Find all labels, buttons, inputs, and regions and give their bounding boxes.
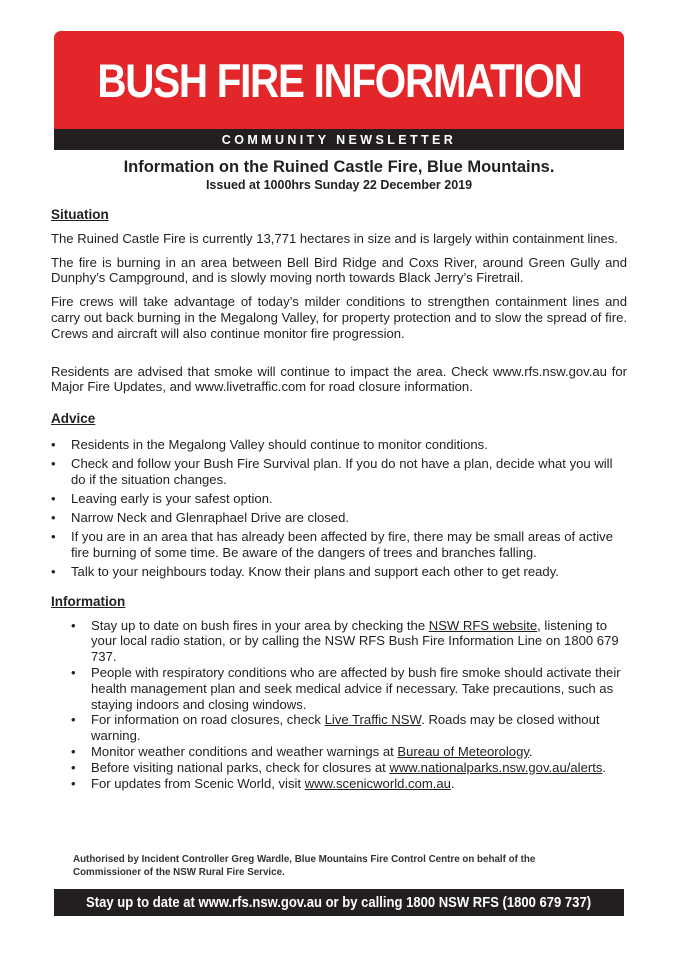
list-item bbox=[71, 618, 627, 665]
bullet: • bbox=[51, 564, 56, 580]
scenic-world-link[interactable]: www.scenicworld.com.au bbox=[304, 775, 451, 791]
newsletter-bar bbox=[54, 129, 624, 150]
bullet: • bbox=[71, 665, 76, 681]
bullet: • bbox=[51, 456, 56, 472]
advice-text: Residents in the Megalong Valley should continue to monitor conditions. bbox=[71, 436, 488, 452]
info-text: , listening to your local radio station, or by calling the NSW RFS Bush Fire Information Line on 1800 679 737. bbox=[91, 617, 619, 665]
authorisation-note: Authorised by Incident Controller Greg Wardle, Blue Mountains Fire Control Centre on behalf of the Commissioner of the NSW Rural Fire Service. bbox=[73, 854, 536, 878]
situation-paragraph: Residents are advised that smoke will continue to impact the area. Check www.rfs.nsw.gov.au for Major Fire Updates, and www.livetraffic.com for road closure information. bbox=[51, 363, 627, 395]
situation-paragraph: The fire is burning in an area between Bell Bird Ridge and Coxs River, around Green Gully and Dunphy’s Campground, and is slowly moving north towards Black Jerry’s Firetrail. bbox=[51, 254, 627, 286]
advice-heading: Advice bbox=[51, 411, 96, 427]
bullet: • bbox=[71, 744, 76, 759]
document-title: Information on the Ruined Castle Fire, Blue Mountains. bbox=[123, 158, 555, 176]
info-text: . bbox=[450, 775, 455, 791]
list-item bbox=[51, 529, 627, 561]
list-item bbox=[51, 564, 627, 580]
newsletter-body bbox=[51, 207, 627, 791]
live-traffic-link[interactable]: Live Traffic NSW bbox=[324, 712, 422, 728]
bureau-of-meteorology-link[interactable]: Bureau of Meteorology bbox=[397, 744, 529, 759]
info-text: . Roads may be closed without warning. bbox=[91, 712, 600, 744]
info-text: Monitor weather conditions and weather warnings at bbox=[91, 744, 398, 759]
advice-text: If you are in an area that has already been affected by fire, there may be small areas of active fire burning of some time. Be aware of the dangers of trees and branches falling. bbox=[71, 529, 614, 560]
list-item bbox=[71, 760, 627, 776]
list-item bbox=[51, 491, 627, 507]
bullet: • bbox=[71, 712, 76, 728]
bullet: • bbox=[51, 529, 56, 545]
list-item bbox=[71, 712, 627, 744]
list-item bbox=[71, 776, 627, 792]
list-item bbox=[51, 456, 627, 488]
info-text: . bbox=[602, 759, 607, 775]
banner-title: BUSH FIRE INFORMATION bbox=[96, 53, 582, 107]
info-text: Stay up to date on bush fires in your area by checking the bbox=[91, 617, 429, 633]
bullet: • bbox=[51, 436, 56, 452]
situation-paragraph: The Ruined Castle Fire is currently 13,771 hectares in size and is largely within containment lines. bbox=[51, 230, 618, 246]
list-item bbox=[71, 744, 627, 760]
situation-paragraph: Fire crews will take advantage of today’s milder conditions to strengthen containment lines and carry out back burning in the Megalong Valley, for property protection and to slow the spread of fire. Crews and aircraft will also continue monitor fire progression. bbox=[51, 294, 627, 341]
information-heading: Information bbox=[51, 593, 126, 609]
advice-list bbox=[51, 437, 627, 580]
newsletter-label: COMMUNITY NEWSLETTER bbox=[221, 132, 457, 147]
advice-text: Leaving early is your safest option. bbox=[71, 490, 273, 506]
info-text: For updates from Scenic World, visit bbox=[91, 775, 305, 791]
bullet: • bbox=[71, 617, 76, 633]
info-text: For information on road closures, check bbox=[91, 712, 325, 728]
info-text: Before visiting national parks, check for closures at bbox=[91, 759, 390, 775]
nsw-rfs-website-link[interactable]: NSW RFS website bbox=[428, 617, 538, 633]
bullet: • bbox=[71, 775, 76, 791]
advice-text: Check and follow your Bush Fire Survival plan. If you do not have a plan, decide what you will do if the situation changes. bbox=[71, 456, 613, 487]
list-item bbox=[51, 510, 627, 526]
bush-fire-banner bbox=[54, 31, 624, 129]
bullet: • bbox=[51, 490, 56, 506]
list-item bbox=[51, 437, 627, 453]
bullet: • bbox=[51, 510, 56, 526]
advice-text: Narrow Neck and Glenraphael Drive are closed. bbox=[71, 510, 350, 526]
issued-date: Issued at 1000hrs Sunday 22 December 2019 bbox=[205, 178, 473, 192]
list-item bbox=[71, 665, 627, 712]
footer-bar bbox=[54, 889, 624, 916]
bullet: • bbox=[71, 759, 76, 775]
national-parks-alerts-link[interactable]: www.nationalparks.nsw.gov.au/alerts bbox=[389, 759, 603, 775]
footer-contact-text: Stay up to date at www.rfs.nsw.gov.au or by calling 1800 NSW RFS (1800 679 737) bbox=[86, 894, 592, 911]
situation-heading: Situation bbox=[51, 207, 109, 222]
info-text: People with respiratory conditions who are affected by bush fire smoke should activate their health management plan and seek medical advice if necessary. Take precautions, such as staying indoors and closing windows. bbox=[91, 665, 621, 712]
advice-text: Talk to your neighbours today. Know their plans and support each other to get ready. bbox=[71, 564, 559, 580]
info-text: . bbox=[528, 744, 533, 759]
information-list bbox=[71, 618, 627, 792]
document-header bbox=[54, 157, 624, 193]
